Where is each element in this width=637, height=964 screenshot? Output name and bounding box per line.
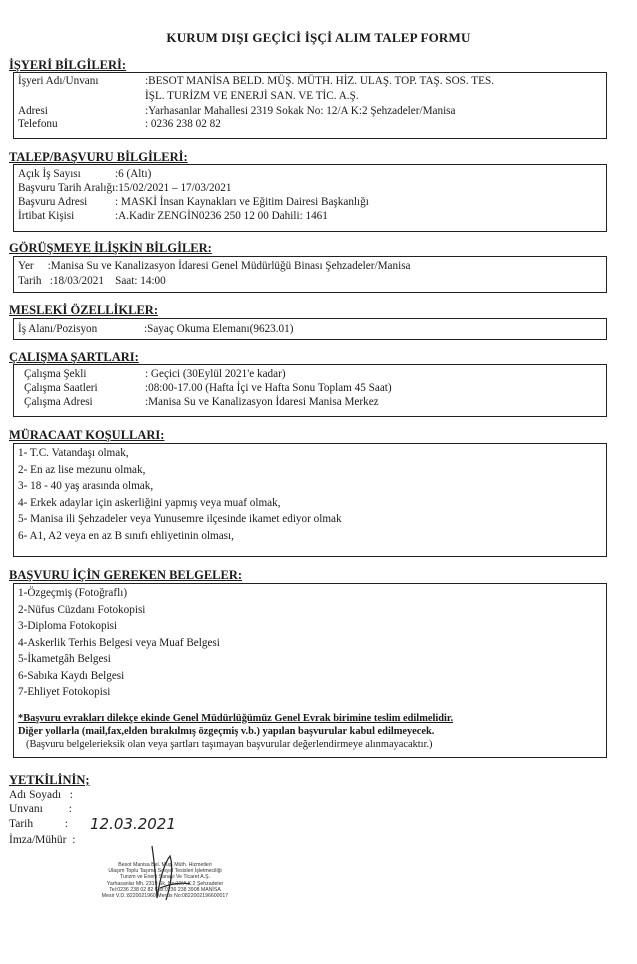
position-value: :Sayaç Okuma Elemanı(9623.01): [144, 323, 294, 335]
talep-heading: TALEP/BAŞVURU BİLGİLERİ:: [9, 150, 188, 164]
rejection-note: Diğer yollarla (mail,fax,elden bırakılmış özgeçmiş v.b.) yapılan başvurular kabul edilmeyecek.: [18, 725, 435, 737]
application-address-value: : MASKİ İnsan Kaynakları ve Eğitim Dairesi Başkanlığı: [115, 196, 369, 208]
work-type-value: : Geçici (30Eylül 2021'e kadar): [145, 368, 286, 380]
isyeri-name-value: :BESOT MANİSA BELD. MÜŞ. MÜTH. HİZ. ULAŞ. TOP. TAŞ. SOS. TES.: [145, 75, 494, 87]
isyeri-box: [13, 72, 607, 139]
muracaat-heading: MÜRACAAT KOŞULLARI:: [9, 428, 165, 442]
condition-item: 5- Manisa ili Şehzadeler veya Yunusemre ilçesinde ikamet ediyor olmak: [18, 513, 342, 526]
stamp-line: Besot Manisa Bel. Müş. Müth. Hizmetleri: [118, 862, 212, 868]
stamp-line: Turizm ve Enerji Sanayi Ve Ticaret A.Ş.: [119, 874, 211, 881]
stamp-line: Tel:0236 238 02 82 Fax:0236 238 3908 MANİSA: [109, 886, 221, 893]
document-item: 2-Nüfus Cüzdanı Fotokopisi: [18, 603, 146, 616]
document-item: 5-İkametgâh Belgesi: [18, 653, 111, 665]
authorized-name: Adı Soyadı :: [9, 789, 73, 801]
signature-label: İmza/Mühür :: [9, 834, 76, 846]
condition-item: 4- Erkek adaylar için askerliğini yapmış veya muaf olmak,: [18, 496, 281, 509]
document-item: 3-Diploma Fotokopisi: [18, 620, 118, 632]
open-jobs-value: :6 (Altı): [115, 168, 152, 180]
stamp-line: Ulaşım Toplu Taşıma Sosyal Tesisleri İşletmeciliği: [108, 868, 222, 875]
work-hours-value: :08:00-17.00 (Hafta İçi ve Hafta Sonu Toplam 45 Saat): [145, 382, 392, 394]
authorized-date-label: Tarih :: [9, 818, 68, 830]
document-item: 4-Askerlik Terhis Belgesi veya Muaf Belgesi: [18, 636, 220, 649]
company-stamp: [80, 862, 250, 899]
open-jobs-label: Açık İş Sayısı: [18, 168, 81, 180]
work-hours-label: Çalışma Saatleri: [24, 382, 98, 394]
date-range: Başvuru Tarih Aralığı:15/02/2021 – 17/03/2021: [18, 182, 232, 194]
work-address-value: :Manisa Su ve Kanalizasyon İdaresi Manisa Merkez: [145, 396, 379, 408]
evaluation-note: (Başvuru belgelerieksik olan veya şartları taşımayan başvurular değerlendirmeye alınmayacaktır.): [26, 738, 433, 750]
gorusme-box: [13, 256, 607, 293]
calisma-heading: ÇALIŞMA ŞARTLARI:: [9, 350, 139, 364]
work-address-label: Çalışma Adresi: [24, 396, 93, 408]
isyeri-address-value: :Yarhasanlar Mahallesi 2319 Sokak No: 12/A K:2 Şehzadeler/Manisa: [145, 105, 456, 117]
condition-item: 2- En az lise mezunu olmak,: [18, 463, 146, 476]
yetkili-heading: YETKİLİNİN;: [9, 773, 90, 787]
application-address-label: Başvuru Adresi: [18, 196, 88, 208]
position-label: İş Alanı/Pozisyon: [18, 323, 98, 335]
calisma-box: [13, 364, 607, 417]
gorusme-heading: GÖRÜŞMEYE İLİŞKİN BİLGİLER:: [9, 241, 212, 255]
form-title: KURUM DIŞI GEÇİCİ İŞÇİ ALIM TALEP FORMU: [166, 30, 471, 45]
interview-date: Tarih :18/03/2021 Saat: 14:00: [18, 275, 166, 287]
condition-item: 3- 18 - 40 yaş arasında olmak,: [18, 480, 154, 493]
condition-item: 1- T.C. Vatandaşı olmak,: [18, 447, 129, 459]
contact-label: İrtibat Kişisi: [18, 210, 75, 222]
belgeler-box: [13, 583, 607, 758]
isyeri-address-label: Adresi: [18, 105, 48, 117]
mesleki-heading: MESLEKİ ÖZELLİKLER:: [9, 303, 158, 317]
isyeri-name-value-2: İŞL. TURİZM VE ENERJİ SAN. VE TİC. A.Ş.: [145, 90, 359, 102]
contact-value: :A.Kadir ZENGİN0236 250 12 00 Dahili: 1461: [115, 210, 328, 222]
isyeri-phone-value: : 0236 238 02 82: [145, 118, 221, 130]
handwritten-date: 12.03.2021: [90, 815, 176, 833]
mesleki-box: [13, 318, 607, 340]
isyeri-heading: İŞYERİ BİLGİLERİ:: [9, 58, 127, 72]
stamp-line: Yarhasanlar Mh. 2319 Sk. No:12/A K:2 Şehzadeler: [106, 880, 224, 887]
belgeler-heading: BAŞVURU İÇİN GEREKEN BELGELER:: [9, 568, 243, 582]
interview-place: Yer :Manisa Su ve Kanalizasyon İdaresi Genel Müdürlüğü Binası Şehzadeler/Manisa: [18, 260, 411, 272]
isyeri-name-label: İşyeri Adı/Unvanı: [18, 75, 99, 87]
document-item: 7-Ehliyet Fotokopisi: [18, 686, 111, 698]
stamp-line: Mesir V.D.:8220021960 Mersis No:0822002196600017: [101, 893, 229, 900]
submission-note: *Başvuru evrakları dilekçe ekinde Genel Müdürlüğümüz Genel Evrak birimine teslim edilmelidir.: [18, 712, 454, 724]
talep-box: [13, 164, 607, 232]
document-item: 1-Özgeçmiş (Fotoğraflı): [18, 587, 128, 599]
work-type-label: Çalışma Şekli: [24, 368, 87, 380]
authorized-title: Unvanı :: [9, 803, 72, 815]
isyeri-phone-label: Telefonu: [18, 118, 58, 130]
muracaat-box: [13, 443, 607, 557]
document-item: 6-Sabıka Kaydı Belgesi: [18, 669, 125, 682]
condition-item: 6- A1, A2 veya en az B sınıfı ehliyetinin olması,: [18, 529, 234, 542]
